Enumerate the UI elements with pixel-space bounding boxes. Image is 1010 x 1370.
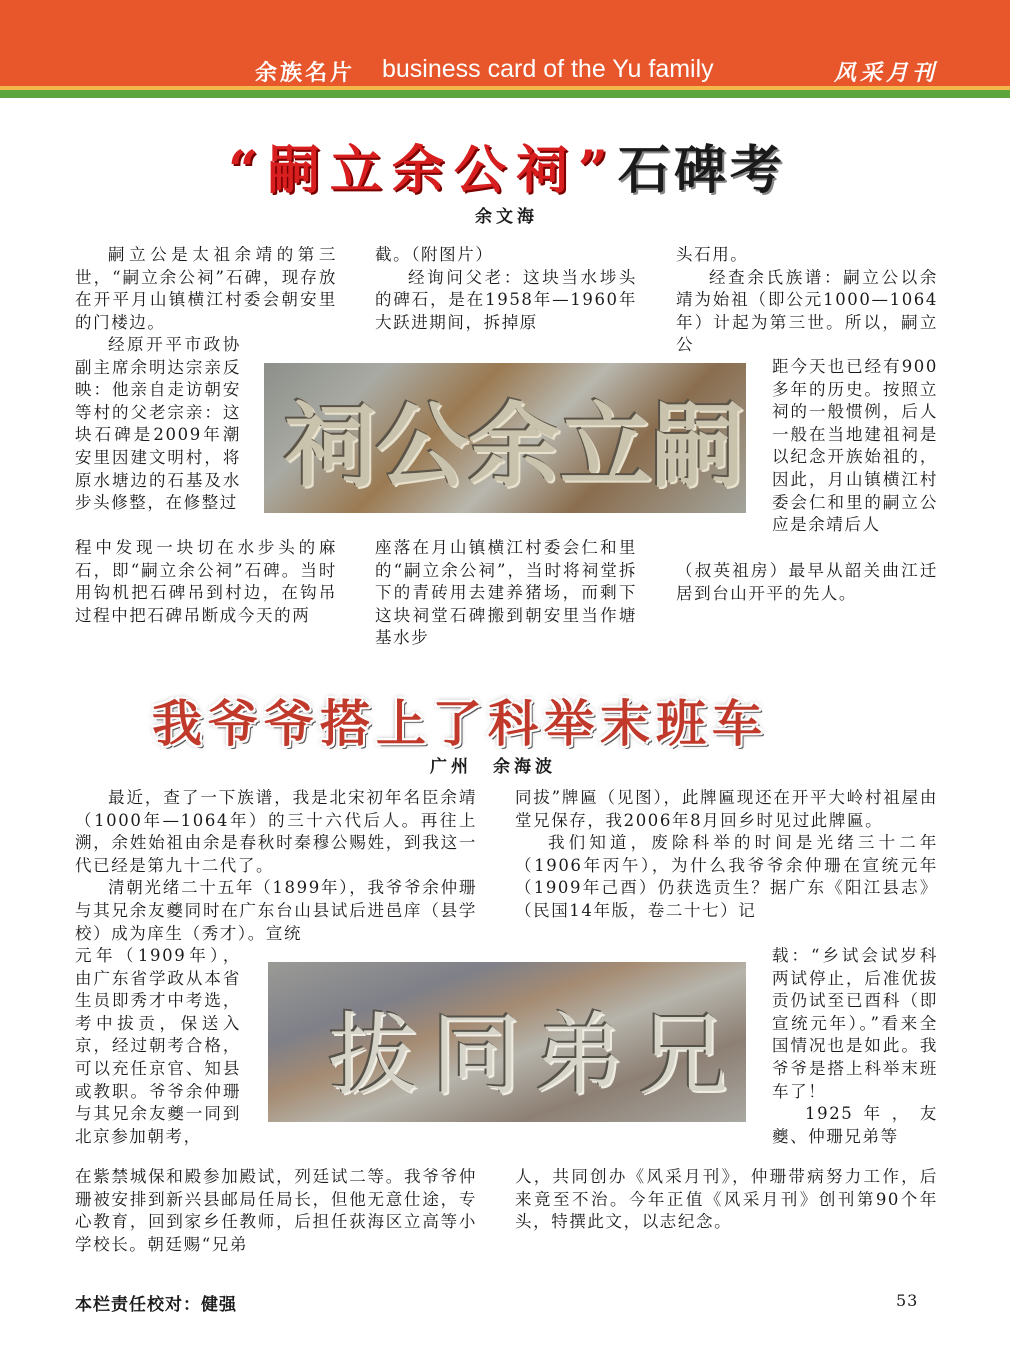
paragraph: 清朝光绪二十五年（1899年），我爷爷余仲珊与其兄余友夔同时在广东台山县试后进邑庠（县学校）成为庠生（秀才）。宣统: [75, 878, 477, 943]
paragraph: 1925年，友夔、仲珊兄弟等: [772, 1104, 938, 1146]
inscription-char: 嗣: [652, 392, 745, 500]
column-title-cn: 余族名片: [255, 60, 356, 86]
paragraph: 载：“乡试会试岁科两试停止，后准优拔贡仍试至已酉科（即宣统元年）。”看来全国情况也是如此。我爷爷是搭上科举末班车了！: [772, 946, 938, 1101]
article2-right-top: [515, 787, 938, 923]
article1-col2-top: [375, 244, 637, 334]
inscription-char: 弟: [534, 1003, 625, 1108]
plaque-inscription: [328, 982, 728, 1112]
article1-col3-mid: [772, 356, 938, 537]
inscription-char: 同: [431, 1003, 522, 1108]
footer-proofreader: 本栏责任校对：健强: [75, 1295, 237, 1314]
inscription-char: 祠: [284, 392, 377, 500]
paragraph: 距今天也已经有900多年的历史。按照立祠的一般惯例，后人一般在当地建祖祠是以纪念开族始祖的，因此，月山镇横江村委会仁和里的嗣立公应是余靖后人: [772, 357, 938, 535]
paragraph: 元年（1909年），由广东省学政从本省生员即秀才中考选，考中拔贡，保送入京，经过朝考合格，可以充任京官、知县或教职。爷爷余仲珊与其兄余友夔一同到北京参加朝考，: [75, 946, 241, 1146]
article1-col3-top: [676, 244, 938, 357]
paragraph: 同拔”牌匾（见图），此牌匾现还在开平大岭村祖屋由堂兄保存，我2006年8月回乡时见过此牌匾。: [515, 788, 938, 830]
plaque-photo: [268, 962, 746, 1122]
paragraph: 头石用。: [676, 245, 749, 264]
paragraph: 在紫禁城保和殿参加殿试，列廷试二等。我爷爷仲珊被安排到新兴县邮局任局长，但他无意仕途，专心教育，回到家乡任教师，后担任荻海区立高等小学校长。朝廷赐“兄弟: [75, 1167, 477, 1254]
column-title-en: business card of the Yu family: [382, 55, 714, 83]
article1-author: 余文海: [475, 207, 538, 227]
paragraph: 最近，查了一下族谱，我是北宋初年名臣余靖（1000年—1064年）的三十六代后人。再往上溯，余姓始祖由余是春秋时秦穆公赐姓，到我这一代已经是第九十二代了。: [75, 788, 477, 875]
stone-tablet-inscription: [284, 373, 745, 505]
paragraph: 经查余氏族谱：嗣立公以余靖为始祖（即公元1000—1064年）计起为第三世。所以，嗣立公: [676, 267, 938, 355]
article2-right-mid: [772, 945, 938, 1148]
article1-col2-bottom: [375, 537, 637, 650]
article1-col1-bottom: [75, 537, 337, 627]
article1-col1-top: [75, 244, 337, 334]
inscription-char: 兄: [637, 1003, 728, 1108]
magazine-name: 风采月刊: [834, 60, 939, 86]
page-number: 53: [896, 1291, 919, 1310]
paragraph: 截。（附图片）: [375, 245, 494, 264]
inscription-char: 立: [560, 392, 653, 500]
paragraph: （叔英祖房）最早从韶关曲江迁居到台山开平的先人。: [676, 561, 938, 603]
article2-right-bottom: [515, 1166, 938, 1234]
article2-author: 广州 余海波: [430, 757, 556, 777]
paragraph: 我们知道，废除科举的时间是光绪三十二年（1906年丙午），为什么我爷爷余仲珊在宣统元年（1909年己酉）仍获选贡生？据广东《阳江县志》（民国14年版，卷二十七）记: [515, 833, 938, 920]
article1-title-quoted: “嗣立余公祠”: [228, 140, 618, 201]
article2-left-bottom: [75, 1166, 477, 1256]
paragraph: 座落在月山镇横江村委会仁和里的“嗣立余公祠”，当时将祠堂拆下的青砖用去建养猪场，而剩下这块祠堂石碑搬到朝安里当作塘基水步: [375, 538, 637, 648]
paragraph: 经询问父老：这块当水埗头的碑石，是在1958年—1960年大跃进期间，拆掉原: [375, 267, 637, 332]
article1-col1-mid: [75, 334, 241, 515]
paragraph: 程中发现一块切在水步头的麻石，即“嗣立余公祠”石碑。当时用钩机把石碑吊到村边，在钩吊过程中把石碑吊断成今天的两: [75, 538, 337, 625]
article2-title: 我爷爷搭上了科举末班车: [152, 694, 768, 753]
paragraph: 嗣立公是太祖余靖的第三世，“嗣立余公祠”石碑，现存放在开平月山镇横江村委会朝安里的门楼边。: [75, 245, 337, 332]
article2-left-mid: [75, 945, 241, 1148]
article2-left-top: [75, 787, 477, 945]
paragraph: 经原开平市政协副主席余明达宗亲反映：他亲自走访朝安等村的父老宗亲：这块石碑是2009年潮安里因建文明村，将原水塘边的石基及水步头修整，在修整过: [75, 335, 241, 513]
article1-title-rest: 石碑考: [617, 140, 786, 201]
article1-title: [228, 128, 786, 203]
article1-col3-bottom: [676, 560, 938, 605]
inscription-char: 余: [468, 392, 561, 500]
inscription-char: 公: [376, 392, 469, 500]
inscription-char: 拔: [328, 1003, 418, 1108]
paragraph: 人，共同创办《风采月刊》，仲珊带病努力工作，后来竟至不治。今年正值《风采月刊》创刊第90个年头，特撰此文，以志纪念。: [515, 1167, 938, 1232]
stone-tablet-photo: [264, 363, 746, 513]
header-stripe-green: [0, 90, 1010, 98]
